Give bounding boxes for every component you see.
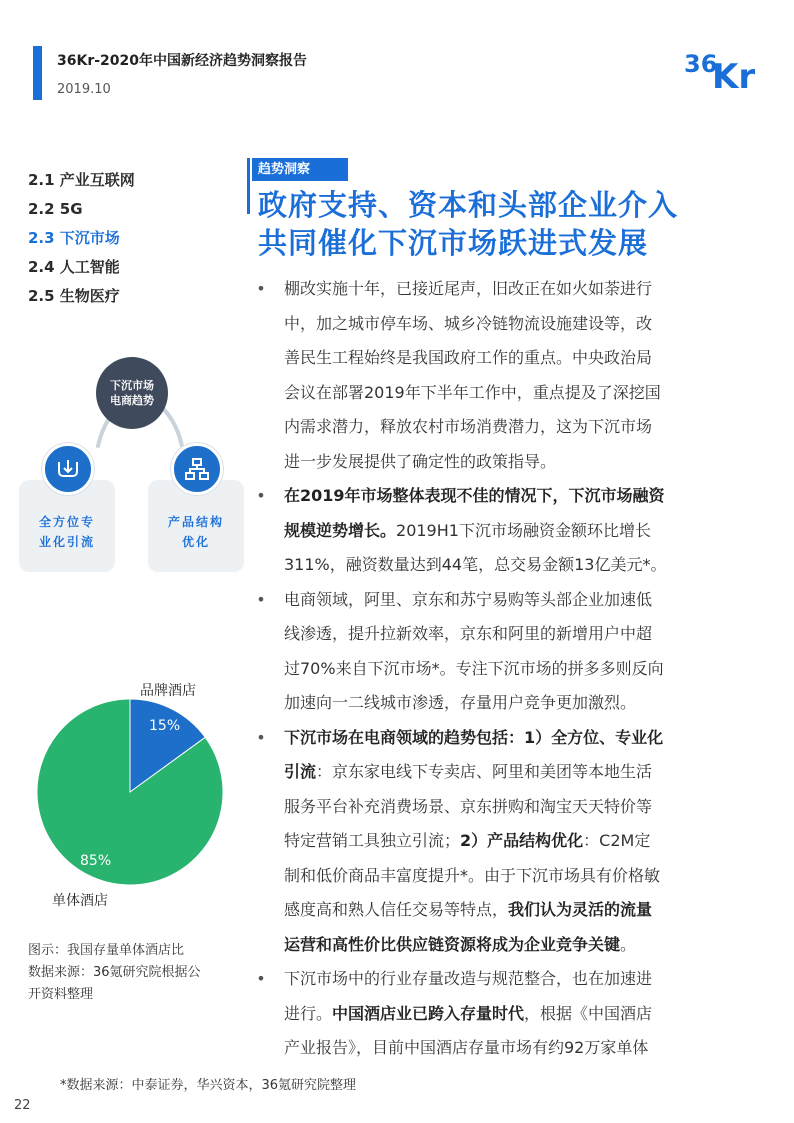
text-bold: 我们认为灵活的流量 <box>508 900 653 919</box>
caption-line1: 图示：我国存量单体酒店比 <box>28 943 185 958</box>
text-line: 下沉市场在电商领域的趋势包括：1）全方位、专业化 <box>284 727 664 747</box>
diagram-center-line2: 电商趋势 <box>110 394 154 407</box>
text-line: 制和低价商品丰富度提升*。由于下沉市场具有价格敏 <box>284 865 661 885</box>
diagram-right-circle <box>171 443 223 495</box>
text-line: 加速向一二线城市渗透，存量用户竞争更加激烈。 <box>284 693 637 712</box>
diagram-right-line2: 优化 <box>181 535 210 549</box>
bullet-dot: • <box>256 279 266 298</box>
text-line: 进一步发展提供了确定性的政策指导。 <box>284 451 557 471</box>
diagram-left-line1: 全方位专 <box>38 515 95 529</box>
text-line: 棚改实施十年，已接近尾声，旧改正在如火如荼进行 <box>284 279 653 298</box>
text-line <box>284 997 734 1032</box>
pie-label-brand-pct: 15% <box>149 718 181 734</box>
text-run: 进行。 <box>284 1003 333 1023</box>
caption-line2: 数据来源：36氪研究院根据公 <box>28 965 201 980</box>
text-line: 线渗透，提升拉新效率，京东和阿里的新增用户中超 <box>284 624 653 643</box>
nav-item-industrial-internet[interactable]: 2.1 产业互联网 <box>28 171 135 189</box>
text-bold: 规模逆势增长。 <box>284 520 397 540</box>
section-accent-line <box>247 158 250 214</box>
text-line <box>284 755 734 790</box>
bullet-policy <box>256 272 734 479</box>
caption-line3: 开资料整理 <box>28 987 94 1002</box>
header-accent-bar <box>33 46 42 100</box>
footnote: *数据来源：中泰证券，华兴资本，36氪研究院整理 <box>60 1078 357 1093</box>
text-run: 特定营销工具独立引流； <box>284 831 461 850</box>
bullet-dot: • <box>256 969 266 988</box>
text-line: 中，加之城市停车场、城乡冷链物流设施建设等，改 <box>284 313 653 333</box>
text-line: 电商领域，阿里、京东和苏宁易购等头部企业加速低 <box>284 589 653 609</box>
diagram-left-label <box>19 512 115 552</box>
chapter-nav <box>28 166 228 311</box>
text-line <box>284 928 734 963</box>
nav-item-lower-tier-market[interactable]: 2.3 下沉市场 <box>28 229 120 247</box>
diagram-right-label <box>148 512 244 552</box>
text-line <box>284 824 734 859</box>
bullet-hotel <box>256 962 734 1066</box>
report-date: 2019.10 <box>57 82 111 97</box>
body-bullets <box>256 272 734 1066</box>
text-run: 。 <box>620 934 637 954</box>
logo-36kr <box>682 42 766 92</box>
bullet-dot: • <box>256 727 266 747</box>
section-title <box>258 186 678 262</box>
diagram-right-line1: 产品结构 <box>167 515 224 529</box>
nav-item-ai[interactable]: 2.4 人工智能 <box>28 258 120 276</box>
pie-legend-brand-hotel: 品牌酒店 <box>140 683 196 699</box>
text-line: 在2019年市场整体表现不佳的情况下，下沉市场融资 <box>284 486 665 505</box>
text-bold: 引流 <box>284 762 317 781</box>
text-run: ：京东家电线下专卖店、阿里和美团等本地生活 <box>316 762 653 781</box>
text-bold: 2）产品结构优化 <box>460 831 584 850</box>
text-run: ：C2M定 <box>583 831 651 850</box>
text-run: 2019H1下沉市场融资金额环比增长 <box>396 520 651 540</box>
bullet-dot: • <box>256 486 266 505</box>
diagram-left-circle <box>42 443 94 495</box>
text-line <box>284 514 734 549</box>
pie-label-single-pct: 85% <box>80 853 112 869</box>
diagram-left-line2: 业化引流 <box>38 535 95 549</box>
svg-text:Kr: Kr <box>712 57 756 92</box>
report-title: 36Kr-2020年中国新经济趋势洞察报告 <box>57 53 308 69</box>
text-line: 过70%来自下沉市场*。专注下沉市场的拼多多则反向 <box>284 658 664 678</box>
text-run: 感度高和熟人信任交易等特点， <box>284 900 509 919</box>
diagram-center-line1: 下沉市场 <box>110 379 154 392</box>
bullet-trends <box>256 721 734 963</box>
section-tag: 趋势洞察 <box>252 158 348 181</box>
text-line: 下沉市场中的行业存量改造与规范整合，也在加速进 <box>284 969 653 988</box>
text-bold: 中国酒店业已跨入存量时代 <box>332 1003 525 1023</box>
text-line: 会议在部署2019年下半年工作中，重点提及了深挖国 <box>284 382 661 402</box>
nav-item-5g[interactable]: 2.2 5G <box>28 200 83 218</box>
bullet-ecommerce <box>256 583 734 721</box>
bullet-dot: • <box>256 589 266 609</box>
text-bold: 运营和高性价比供应链资源将成为企业竞争关键 <box>284 934 621 954</box>
text-run: ，根据《中国酒店 <box>524 1003 653 1023</box>
hierarchy-icon <box>184 456 210 482</box>
section-title-line1: 政府支持、资本和头部企业介入 <box>258 188 679 222</box>
bullet-financing <box>256 479 734 583</box>
funnel-flow-icon <box>55 456 81 482</box>
page-number: 22 <box>14 1098 31 1113</box>
section-title-line2: 共同催化下沉市场跃进式发展 <box>258 226 649 260</box>
chart-caption <box>28 940 258 1006</box>
text-line: 服务平台补充消费场景、京东拼购和淘宝天天特价等 <box>284 796 653 816</box>
text-line: 产业报告》，目前中国酒店存量市场有约92万家单体 <box>284 1038 649 1057</box>
text-line: 善民生工程始终是我国政府工作的重点。中央政治局 <box>284 348 653 367</box>
hotel-pie-chart <box>36 698 224 886</box>
text-line: 311%，融资数量达到44笔，总交易金额13亿美元*。 <box>284 555 667 574</box>
pie-legend-single-hotel: 单体酒店 <box>52 893 108 909</box>
nav-item-biomedical[interactable]: 2.5 生物医疗 <box>28 287 120 305</box>
text-line <box>284 893 734 928</box>
diagram-center-node <box>96 357 168 429</box>
svg-text:36: 36 <box>684 50 718 78</box>
text-line: 内需求潜力，释放农村市场消费潜力，这为下沉市场 <box>284 417 653 436</box>
